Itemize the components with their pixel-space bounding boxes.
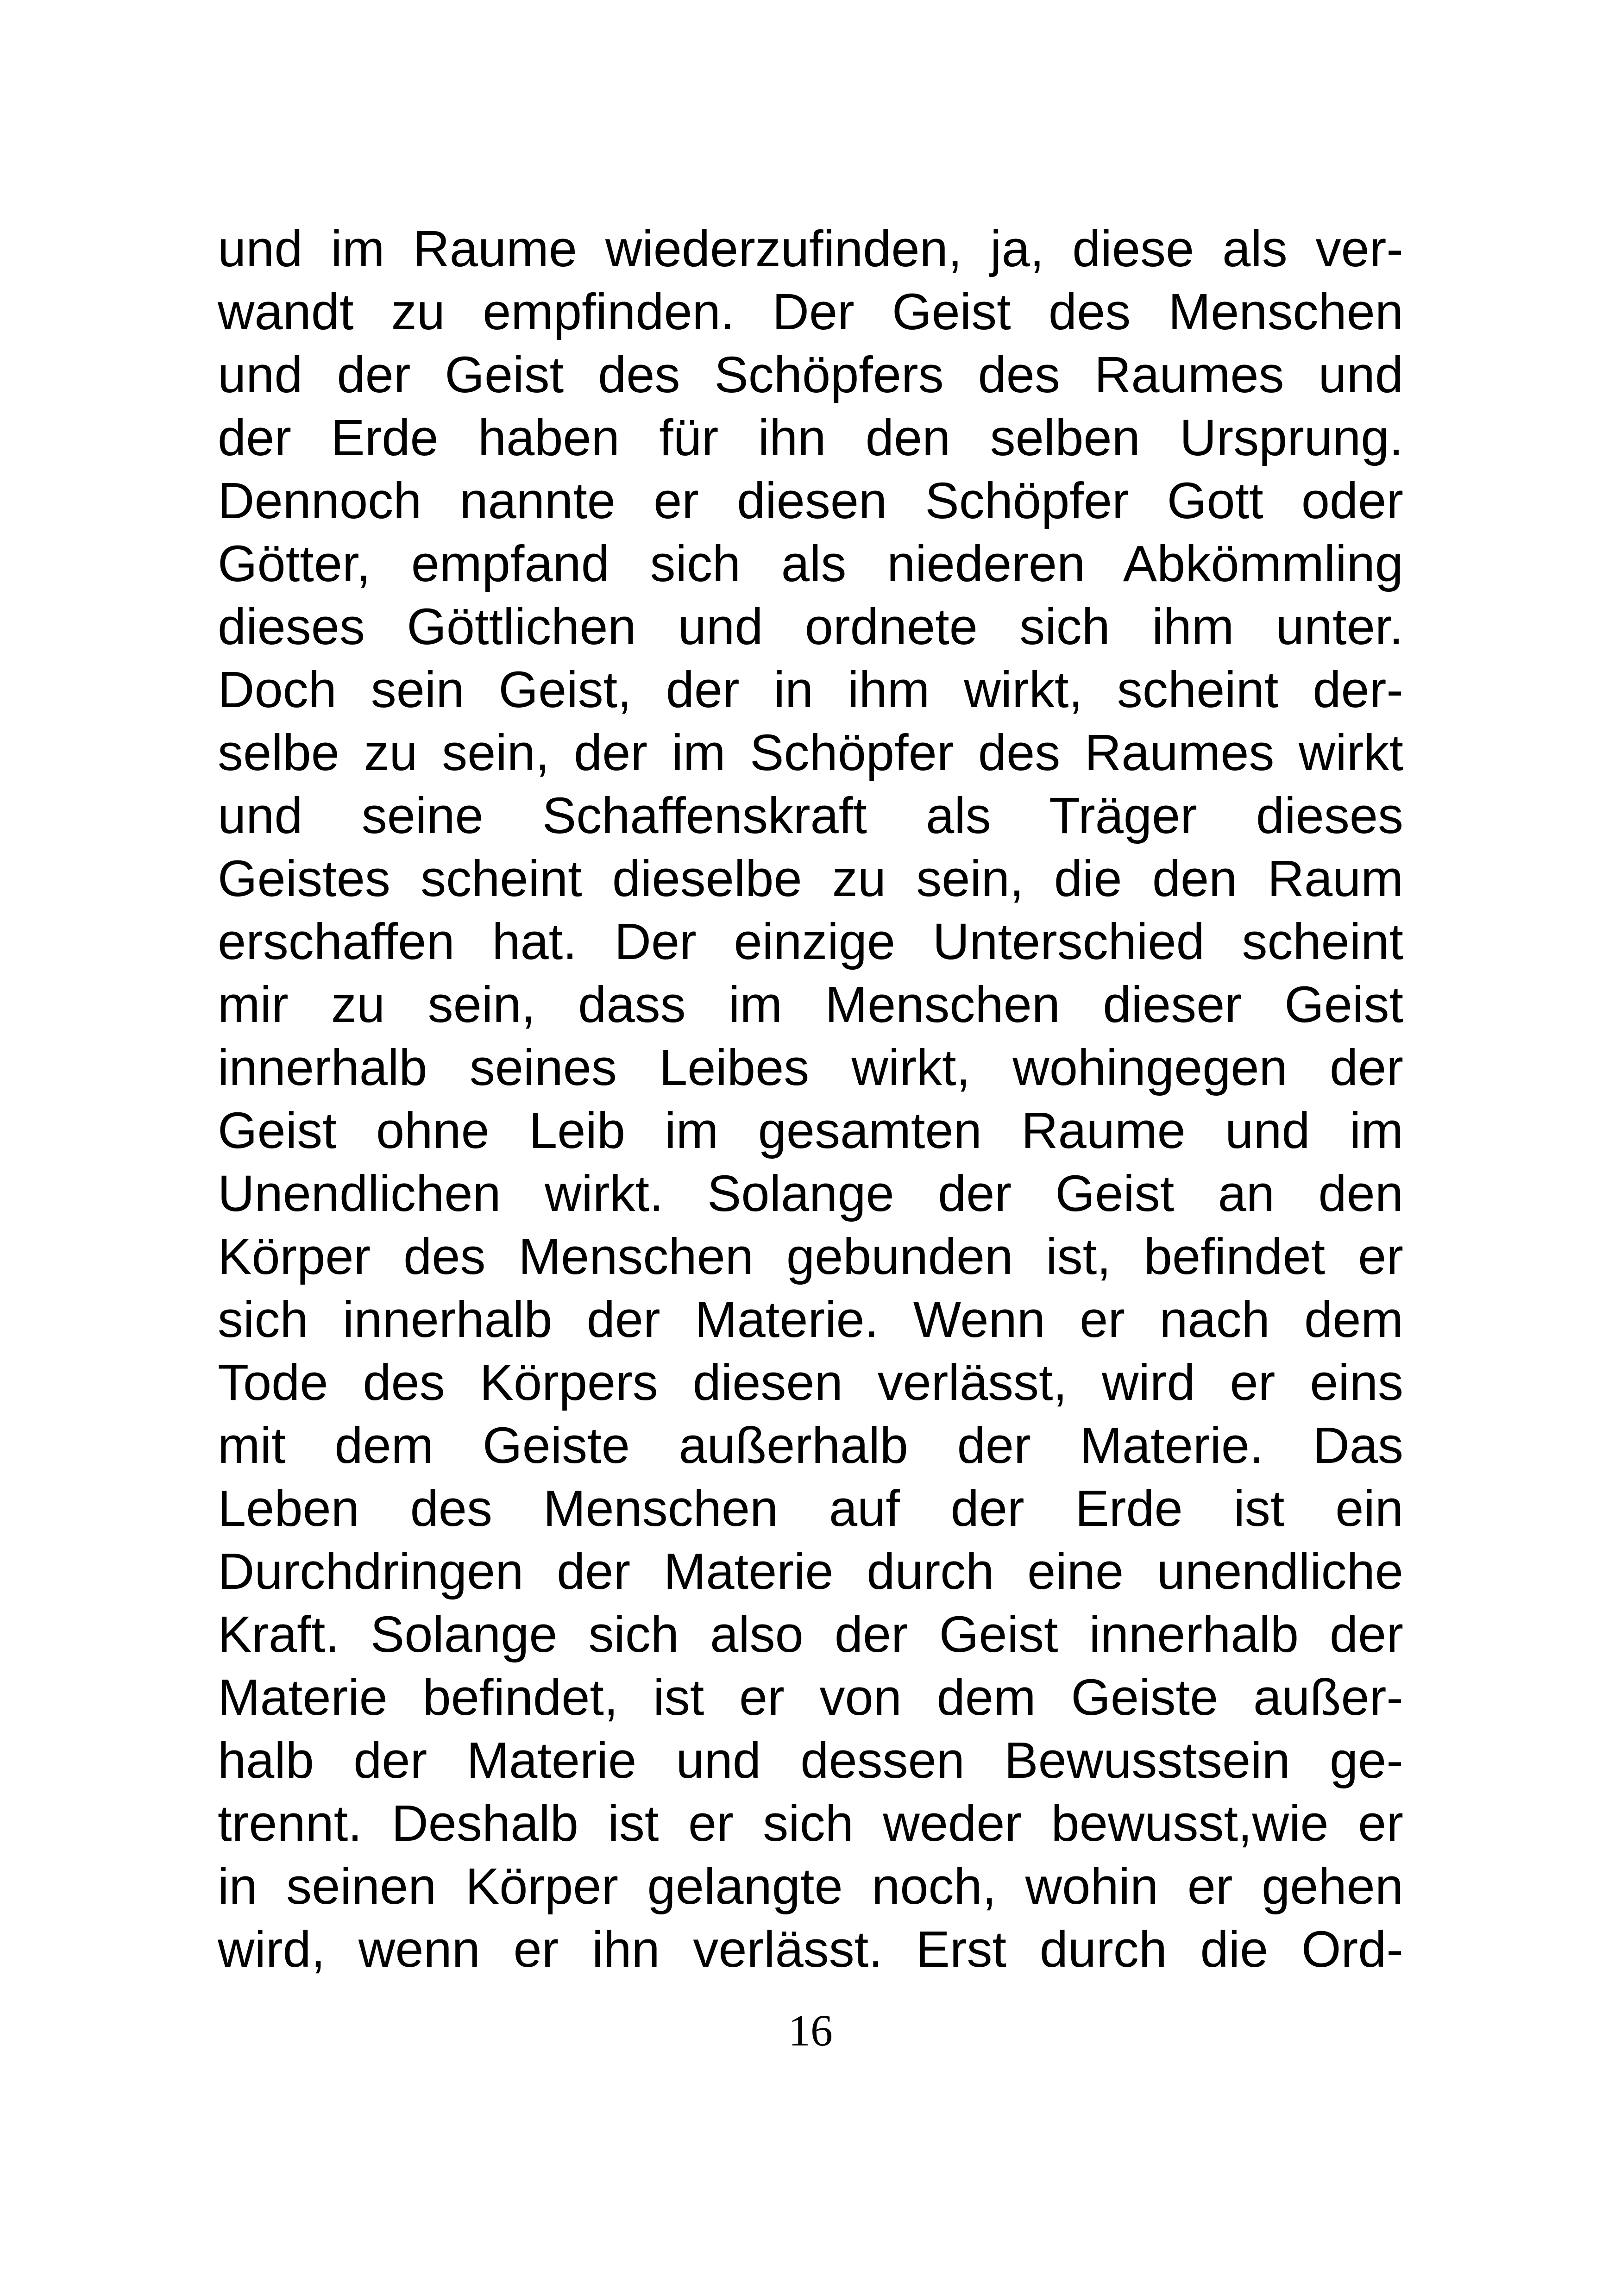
text-line: Körper des Menschen gebunden ist, befindet er	[218, 1228, 1403, 1285]
text-line: Geist ohne Leib im gesamten Raume und im	[218, 1102, 1403, 1159]
text-line: innerhalb seines Leibes wirkt, wohingegen der	[218, 1039, 1403, 1096]
text-line: Materie befindet, ist er von dem Geiste außer-	[218, 1669, 1403, 1726]
text-line: Unendlichen wirkt. Solange der Geist an den	[218, 1165, 1403, 1222]
body-text	[218, 218, 1403, 1981]
text-line: halb der Materie und dessen Bewusstsein ge-	[218, 1732, 1403, 1789]
text-line: Geistes scheint dieselbe zu sein, die den Raum	[218, 850, 1403, 907]
text-line: Götter, empfand sich als niederen Abkömmling	[218, 535, 1403, 592]
text-line: und seine Schaffenskraft als Träger dieses	[218, 787, 1403, 844]
text-line: Leben des Menschen auf der Erde ist ein	[218, 1480, 1403, 1537]
text-line: Durchdringen der Materie durch eine unendliche	[218, 1543, 1403, 1600]
text-line: trennt. Deshalb ist er sich weder bewusst,wie er	[218, 1795, 1403, 1852]
page-number: 16	[788, 2006, 833, 2055]
text-line: Doch sein Geist, der in ihm wirkt, scheint der-	[218, 661, 1403, 718]
text-line: mit dem Geiste außerhalb der Materie. Das	[218, 1417, 1403, 1474]
text-line: in seinen Körper gelangte noch, wohin er gehen	[218, 1858, 1403, 1915]
text-line: und im Raume wiederzufinden, ja, diese als ver-	[218, 220, 1403, 277]
text-line: selbe zu sein, der im Schöpfer des Raumes wirkt	[218, 724, 1403, 781]
text-line: Tode des Körpers diesen verlässt, wird er eins	[218, 1354, 1403, 1411]
text-line: sich innerhalb der Materie. Wenn er nach dem	[218, 1291, 1403, 1348]
text-line: der Erde haben für ihn den selben Ursprung.	[218, 409, 1403, 466]
text-line: und der Geist des Schöpfers des Raumes und	[218, 346, 1403, 403]
text-line: Dennoch nannte er diesen Schöpfer Gott oder	[218, 472, 1403, 529]
text-line: mir zu sein, dass im Menschen dieser Geist	[218, 976, 1403, 1033]
text-line: wandt zu empfinden. Der Geist des Menschen	[218, 283, 1403, 340]
text-line: wird, wenn er ihn verlässt. Erst durch die Ord-	[218, 1921, 1403, 1978]
text-line: Kraft. Solange sich also der Geist innerhalb der	[218, 1606, 1403, 1663]
text-line: erschaffen hat. Der einzige Unterschied scheint	[218, 913, 1403, 970]
text-line: dieses Göttlichen und ordnete sich ihm unter.	[218, 598, 1403, 655]
